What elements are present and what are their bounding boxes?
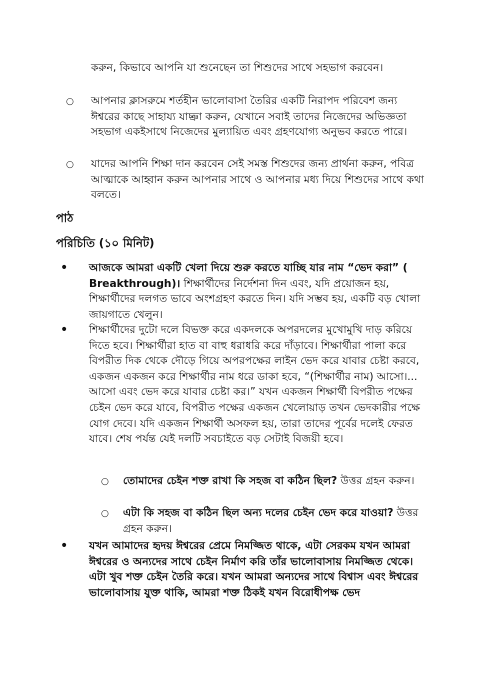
sub-list-item-text <box>123 474 426 490</box>
bold-text: তোমাদের চেইন শক্ত রাখা কি সহজ বা কঠিন ছিল? <box>123 475 338 487</box>
plain-text: উত্তর গ্রহন করুন। <box>123 507 419 535</box>
list-item-text: আপনার ক্লাসরুমে শর্তহীন ভালোবাসা তৈরির একটি নিরাপদ পরিবেশ জন্য ঈশ্বরের কাছে সাহায্য যাচ্ঞা করুন, যেখানে সবাই তাদের নিজেদের অভিজ্ঞতা সহভাগ একইসাথে নিজেদের মুল্যায়িত এবং গ্রহণযোগ্য অনুভব করতে পারে। <box>91 95 408 139</box>
section-heading: পাঠ <box>56 211 74 225</box>
subsection-heading: পরিচিতি (১০ মিনিট) <box>56 236 155 250</box>
continuation-paragraph: করুন, কিভাবে আপনি যা শুনেছেন তা শিশুদের সাথে সহভাগ করবেন। <box>91 62 384 74</box>
bullet-icon: • <box>60 322 69 338</box>
bold-text: এটা কি সহজ বা কঠিন ছিল অন্য দলের চেইন ভেদ করে যাওয়া? <box>123 507 394 519</box>
plain-text: শিক্ষার্থীদের নির্দেশনা দিন এবং, যদি প্রয়োজন হয়, শিক্ষার্থীদের দলগত ভাবে অংশগ্রহণ করতে দিন। যদি সম্ভব হয়, একটি বড় খোলা জায়গাতে খেলুন। <box>89 277 421 321</box>
list-item-text: শিক্ষার্থীদের দুটো দলে বিভক্ত করে একদলকে অপরদলের মুখোমুখি দাড় করিয়ে দিতে হবে। শিক্ষার্থীরা হাত বা বাহু ধরাধরি করে দাঁড়াবে। শিক্ষার্থীরা পালা করে বিপরীত দিক থেকে দৌড়ে গিয়ে অপরপক্ষের লাইন ভেদ করে যাবার চেষ্টা করবে, একজন একজন করে শিক্ষার্থীর নাম ধরে ডাকা হবে, “(শিক্ষার্থীর নাম) আসো।... আসো এবং ভেদ করে যাবার চেষ্টা কর।” যখন একজন শিক্ষার্থী বিপরীত পক্ষের চেইন ভেদ করে যাবে, বিপরীত পক্ষের একজন খেলোয়াড় তখন ভেদকারীর পক্ষে যোগ দেবে। যদি একজন শিক্ষার্থী অসফল হয়, তারা তাদের পূর্বের দলেই ফেরত যাবে। শেষ পর্যন্ত যেই দলটি সবচাইতে বড় সেটাই বিজয়ী হবে। <box>89 324 421 446</box>
circle-bullet-icon: ○ <box>101 509 109 519</box>
bold-text: আজকে আমরা একটি খেলা দিয়ে শুরু করতে যাচ্ছি যার নাম “ভেদ করা” ( Breakthrough)। <box>89 262 408 290</box>
list-item <box>66 157 426 204</box>
list-item-text: যাদের আপনি শিক্ষা দান করবেন সেই সমস্ত শিশুদের জন্য প্রার্থনা করুন, পবিত্র আত্মাকে আহ্বান করুন আপনার সাথে ও আপনার মধ্য দিয়ে শিশুদের সাথে কথা বলতে। <box>91 158 424 202</box>
plain-text: উত্তর গ্রহন করুন। <box>337 475 415 487</box>
sub-list-item <box>101 506 426 537</box>
sub-list-item-text <box>123 506 426 537</box>
list-item <box>66 94 426 141</box>
list-item <box>60 323 432 448</box>
circle-bullet-icon: ○ <box>66 97 74 107</box>
list-item-text <box>89 261 432 323</box>
circle-bullet-icon: ○ <box>66 160 74 170</box>
list-item-text: যখন আমাদের হৃদয় ঈশ্বরের প্রেমে নিমজ্জিত থাকে, এটা সেরকম যখন আমরা ঈশ্বরের ও অন্যদের সাথে চেইন নির্মাণ করি তাঁর ভালোবাসায় নিমজ্জিত থেকে। এটা খুব শক্ত চেইন তৈরি করে। যখন আমরা অন্যদের সাথে বিশ্বাস এবং ঈশ্বরের ভালোবাসায় যুক্ত থাকি, আমরা শক্ত ঠিকই যখন বিরোধীপক্ষ ভেদ <box>89 540 419 599</box>
circle-bullet-icon: ○ <box>101 477 109 487</box>
list-item <box>60 261 432 323</box>
list-item <box>60 539 432 601</box>
sub-list-item <box>101 474 426 490</box>
bullet-icon: • <box>60 538 69 554</box>
bullet-icon: • <box>60 260 69 276</box>
